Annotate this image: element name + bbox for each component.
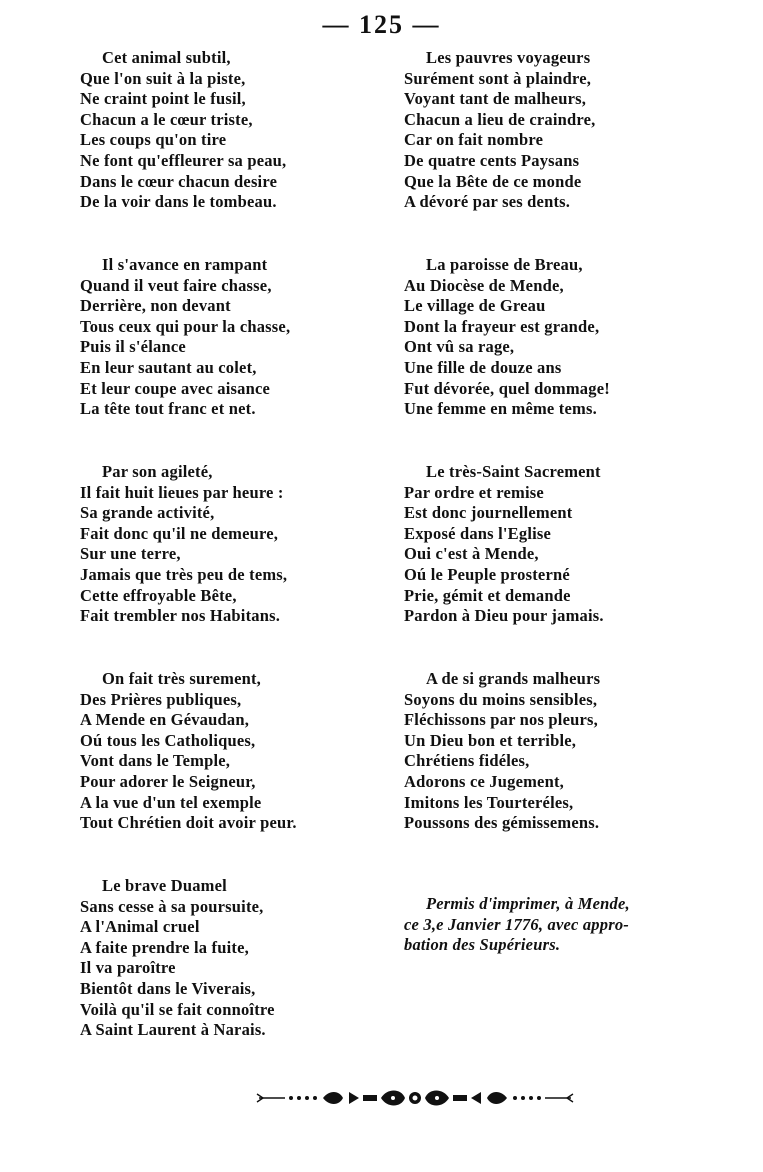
imprimatur-note bbox=[404, 894, 734, 956]
verse-line: A de si grands malheurs bbox=[426, 669, 601, 688]
verse-line: Voilà qu'il se fait connoître bbox=[80, 999, 275, 1019]
left-stanza-1 bbox=[80, 48, 390, 255]
verse-line: Fait trembler nos Habitans. bbox=[80, 606, 281, 626]
verse-line: Des Prières publiques, bbox=[80, 689, 242, 709]
right-stanza-1 bbox=[404, 48, 734, 255]
verse-line: Que la Bête de ce monde bbox=[404, 171, 582, 191]
left-stanza-5 bbox=[80, 876, 390, 1083]
verse-line: Les pauvres voyageurs bbox=[426, 48, 591, 67]
verse-line: A Saint Laurent à Narais. bbox=[80, 1020, 266, 1040]
verse-line: Une fille de douze ans bbox=[404, 357, 562, 377]
verse-line: Il fait huit lieues par heure : bbox=[80, 482, 284, 502]
printer-ornament-icon bbox=[255, 1088, 575, 1108]
verse-line: Fut dévorée, quel dommage! bbox=[404, 378, 610, 398]
verse-line: Un Dieu bon et terrible, bbox=[404, 730, 577, 750]
verse-line: Sans cesse à sa poursuite, bbox=[80, 896, 264, 916]
verse-line: De la voir dans le tombeau. bbox=[80, 192, 277, 212]
verse-line: La tête tout franc et net. bbox=[80, 399, 256, 419]
page-number: — 125 — bbox=[322, 10, 441, 39]
verse-line: Oui c'est à Mende, bbox=[404, 544, 539, 564]
imprimatur-line: ce 3,e Janvier 1776, avec appro- bbox=[404, 914, 629, 934]
verse-line: Ont vû sa rage, bbox=[404, 337, 515, 357]
right-stanza-4 bbox=[404, 669, 734, 876]
imprimatur-line: bation des Supérieurs. bbox=[404, 935, 561, 955]
verse-line: Soyons du moins sensibles, bbox=[404, 689, 598, 709]
verse-line: Car on fait nombre bbox=[404, 130, 544, 150]
verse-line: De quatre cents Paysans bbox=[404, 150, 580, 170]
verse-line: Quand il veut faire chasse, bbox=[80, 275, 272, 295]
verse-line: Le très-Saint Sacrement bbox=[426, 462, 601, 481]
verse-line: Que l'on suit à la piste, bbox=[80, 68, 246, 88]
verse-line: Prie, gémit et demande bbox=[404, 585, 571, 605]
left-stanza-3 bbox=[80, 462, 390, 669]
verse-line: En leur sautant au colet, bbox=[80, 357, 257, 377]
verse-line: Derrière, non devant bbox=[80, 296, 231, 316]
left-stanza-4 bbox=[80, 669, 390, 876]
verse-line: Vont dans le Temple, bbox=[80, 751, 231, 771]
verse-line: Adorons ce Jugement, bbox=[404, 771, 564, 791]
right-stanza-3 bbox=[404, 462, 734, 669]
verse-line: Au Diocèse de Mende, bbox=[404, 275, 564, 295]
verse-line: Le brave Duamel bbox=[102, 876, 227, 895]
right-column bbox=[404, 48, 734, 956]
left-column bbox=[80, 48, 390, 1083]
verse-line: Dont la frayeur est grande, bbox=[404, 316, 600, 336]
verse-line: Exposé dans l'Eglise bbox=[404, 523, 552, 543]
verse-line: La paroisse de Breau, bbox=[426, 255, 583, 274]
verse-line: Chacun a le cœur triste, bbox=[80, 109, 253, 129]
verse-line: Jamais que très peu de tems, bbox=[80, 564, 288, 584]
verse-line: Par son agileté, bbox=[102, 462, 213, 481]
verse-line: A l'Animal cruel bbox=[80, 917, 200, 937]
verse-line: Oú le Peuple prosterné bbox=[404, 564, 570, 584]
verse-line: Sa grande activité, bbox=[80, 503, 215, 523]
verse-line: Et leur coupe avec aisance bbox=[80, 378, 271, 398]
right-stanza-2 bbox=[404, 255, 734, 462]
verse-line: Pour adorer le Seigneur, bbox=[80, 771, 256, 791]
verse-line: Surément sont à plaindre, bbox=[404, 68, 592, 88]
left-stanza-2 bbox=[80, 255, 390, 462]
verse-line: Est donc journellement bbox=[404, 503, 573, 523]
verse-line: Chacun a lieu de craindre, bbox=[404, 109, 596, 129]
verse-line: Tous ceux qui pour la chasse, bbox=[80, 316, 291, 336]
verse-line: A faite prendre la fuite, bbox=[80, 937, 249, 957]
verse-line: Il va paroître bbox=[80, 958, 176, 978]
verse-line: Oú tous les Catholiques, bbox=[80, 730, 256, 750]
verse-line: Pardon à Dieu pour jamais. bbox=[404, 606, 604, 626]
verse-line: Tout Chrétien doit avoir peur. bbox=[80, 813, 297, 833]
verse-line: Ne font qu'effleurer sa peau, bbox=[80, 150, 287, 170]
verse-line: Puis il s'élance bbox=[80, 337, 186, 357]
verse-line: Bientôt dans le Viverais, bbox=[80, 978, 256, 998]
verse-line: Poussons des gémissemens. bbox=[404, 813, 600, 833]
verse-line: Une femme en même tems. bbox=[404, 399, 597, 419]
verse-line: Les coups qu'on tire bbox=[80, 130, 227, 150]
verse-line: Par ordre et remise bbox=[404, 482, 544, 502]
verse-line: Fléchissons par nos pleurs, bbox=[404, 710, 598, 730]
verse-line: Dans le cœur chacun desire bbox=[80, 171, 278, 191]
verse-line: A Mende en Gévaudan, bbox=[80, 710, 250, 730]
verse-line: A la vue d'un tel exemple bbox=[80, 792, 262, 812]
verse-line: On fait très surement, bbox=[102, 669, 261, 688]
verse-line: Cet animal subtil, bbox=[102, 48, 231, 67]
verse-line: Sur une terre, bbox=[80, 544, 181, 564]
verse-line: Voyant tant de malheurs, bbox=[404, 89, 587, 109]
verse-line: Imitons les Tourteréles, bbox=[404, 792, 574, 812]
imprimatur-line: Permis d'imprimer, à Mende, bbox=[426, 894, 630, 913]
verse-line: Fait donc qu'il ne demeure, bbox=[80, 523, 279, 543]
verse-line: Cette effroyable Bête, bbox=[80, 585, 237, 605]
verse-line: A dévoré par ses dents. bbox=[404, 192, 571, 212]
verse-line: Ne craint point le fusil, bbox=[80, 89, 246, 109]
verse-line: Chrétiens fidéles, bbox=[404, 751, 530, 771]
verse-line: Le village de Greau bbox=[404, 296, 546, 316]
verse-line: Il s'avance en rampant bbox=[102, 255, 268, 274]
